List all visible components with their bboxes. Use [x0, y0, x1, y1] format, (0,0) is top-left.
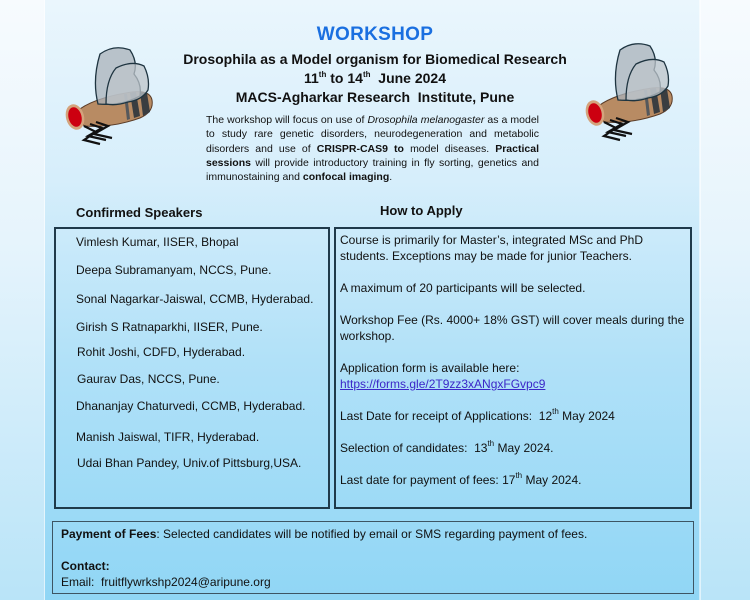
- speakers-heading: Confirmed Speakers: [76, 205, 203, 220]
- apply-box: [334, 227, 692, 509]
- form-label: Application form is available here:: [340, 361, 520, 375]
- selection-day: 13: [474, 441, 488, 455]
- payment-of-fees-text: : Selected candidates will be notified by email or SMS regarding payment of fees.: [156, 527, 588, 541]
- payment-date-text: [340, 472, 685, 488]
- speaker-item: Vimlesh Kumar, IISER, Bhopal: [76, 235, 239, 249]
- payment-suffix: th: [515, 471, 523, 480]
- workshop-venue: MACS-Agharkar Research Institute, Pune: [235, 89, 515, 105]
- payment-of-fees-line: [61, 527, 587, 541]
- intro-paragraph: [206, 113, 539, 184]
- confocal-emphasis: confocal imaging: [302, 171, 390, 184]
- contact-email[interactable]: fruitflywrkshp2024@aripune.org: [101, 575, 271, 589]
- intro-text: model diseases.: [403, 142, 496, 155]
- crispr-emphasis: CRISPR-CAS9 to: [316, 142, 404, 155]
- selection-date-text: [340, 440, 685, 456]
- speakers-box: [54, 227, 330, 509]
- eligibility-text: Course is primarily for Master’s, integrated MSc and PhD students. Exceptions may be made for junior Teachers.: [340, 233, 643, 263]
- intro-text: .: [389, 171, 393, 184]
- start-day-suffix: th: [318, 70, 327, 79]
- speaker-item: Rohit Joshi, CDFD, Hyderabad.: [77, 345, 246, 359]
- speaker-item: Manish Jaiswal, TIFR, Hyderabad.: [76, 430, 260, 444]
- last-date-rest: May 2024: [558, 409, 615, 423]
- fruit-fly-icon: [62, 40, 162, 150]
- fruit-fly-icon: [582, 36, 682, 146]
- fee-text: Workshop Fee (Rs. 4000+ 18% GST) will cover meals during the workshop.: [340, 313, 685, 343]
- max-participants-text: A maximum of 20 participants will be selected.: [340, 281, 586, 295]
- apply-heading: How to Apply: [380, 203, 463, 218]
- selection-rest: May 2024.: [494, 441, 554, 455]
- workshop-subtitle: Drosophila as a Model organism for Biomedical Research: [183, 51, 567, 67]
- end-day: 14: [347, 70, 363, 86]
- practical-emphasis: Practical sessions: [206, 142, 539, 169]
- last-date-day: 12: [538, 409, 553, 423]
- month-year: June 2024: [370, 70, 446, 86]
- last-date-label: Last Date for receipt of Applications:: [340, 409, 539, 423]
- speaker-item: Deepa Subramanyam, NCCS, Pune.: [76, 263, 272, 277]
- intro-text: The workshop will focus on use of: [206, 114, 368, 126]
- payment-of-fees-heading: Payment of Fees: [61, 527, 157, 541]
- email-label: Email:: [61, 575, 102, 589]
- speaker-item: Sonal Nagarkar-Jaiswal, CCMB, Hyderabad.: [76, 292, 314, 306]
- footer-box: [52, 521, 694, 594]
- application-form-link[interactable]: https://forms.gle/2T9zz3xANgxFGvpc9: [340, 377, 546, 391]
- payment-date-label: Last date for payment of fees:: [340, 473, 503, 487]
- intro-text: will provide introductory training in fly sorting, genetics and immunostaining and: [206, 156, 539, 184]
- contact-heading: Contact:: [61, 559, 110, 573]
- contact-email-line: [61, 575, 271, 589]
- speaker-item: Udai Bhan Pandey, Univ.of Pittsburg,USA.: [77, 456, 302, 470]
- selection-suffix: th: [487, 439, 495, 448]
- apply-content: [340, 232, 685, 504]
- poster-title: WORKSHOP: [316, 24, 434, 45]
- intro-text: as a model to study rare genetic disorders, neurodegeneration and metabolic disorders and use of: [206, 114, 540, 155]
- date-connector: to: [326, 70, 348, 86]
- payment-day: 17: [502, 473, 516, 487]
- last-date-suffix: th: [552, 407, 559, 416]
- species-name: Drosophila melanogaster: [367, 114, 485, 126]
- speaker-item: Girish S Ratnaparkhi, IISER, Pune.: [76, 320, 263, 334]
- end-day-suffix: th: [362, 70, 371, 79]
- speaker-item: Dhananjay Chaturvedi, CCMB, Hyderabad.: [76, 399, 306, 413]
- application-form-block: [340, 360, 685, 392]
- last-date-text: [340, 408, 685, 424]
- selection-label: Selection of candidates:: [340, 441, 475, 455]
- speaker-item: Gaurav Das, NCCS, Pune.: [77, 372, 220, 386]
- payment-rest: May 2024.: [522, 473, 582, 487]
- start-day: 11: [303, 70, 319, 86]
